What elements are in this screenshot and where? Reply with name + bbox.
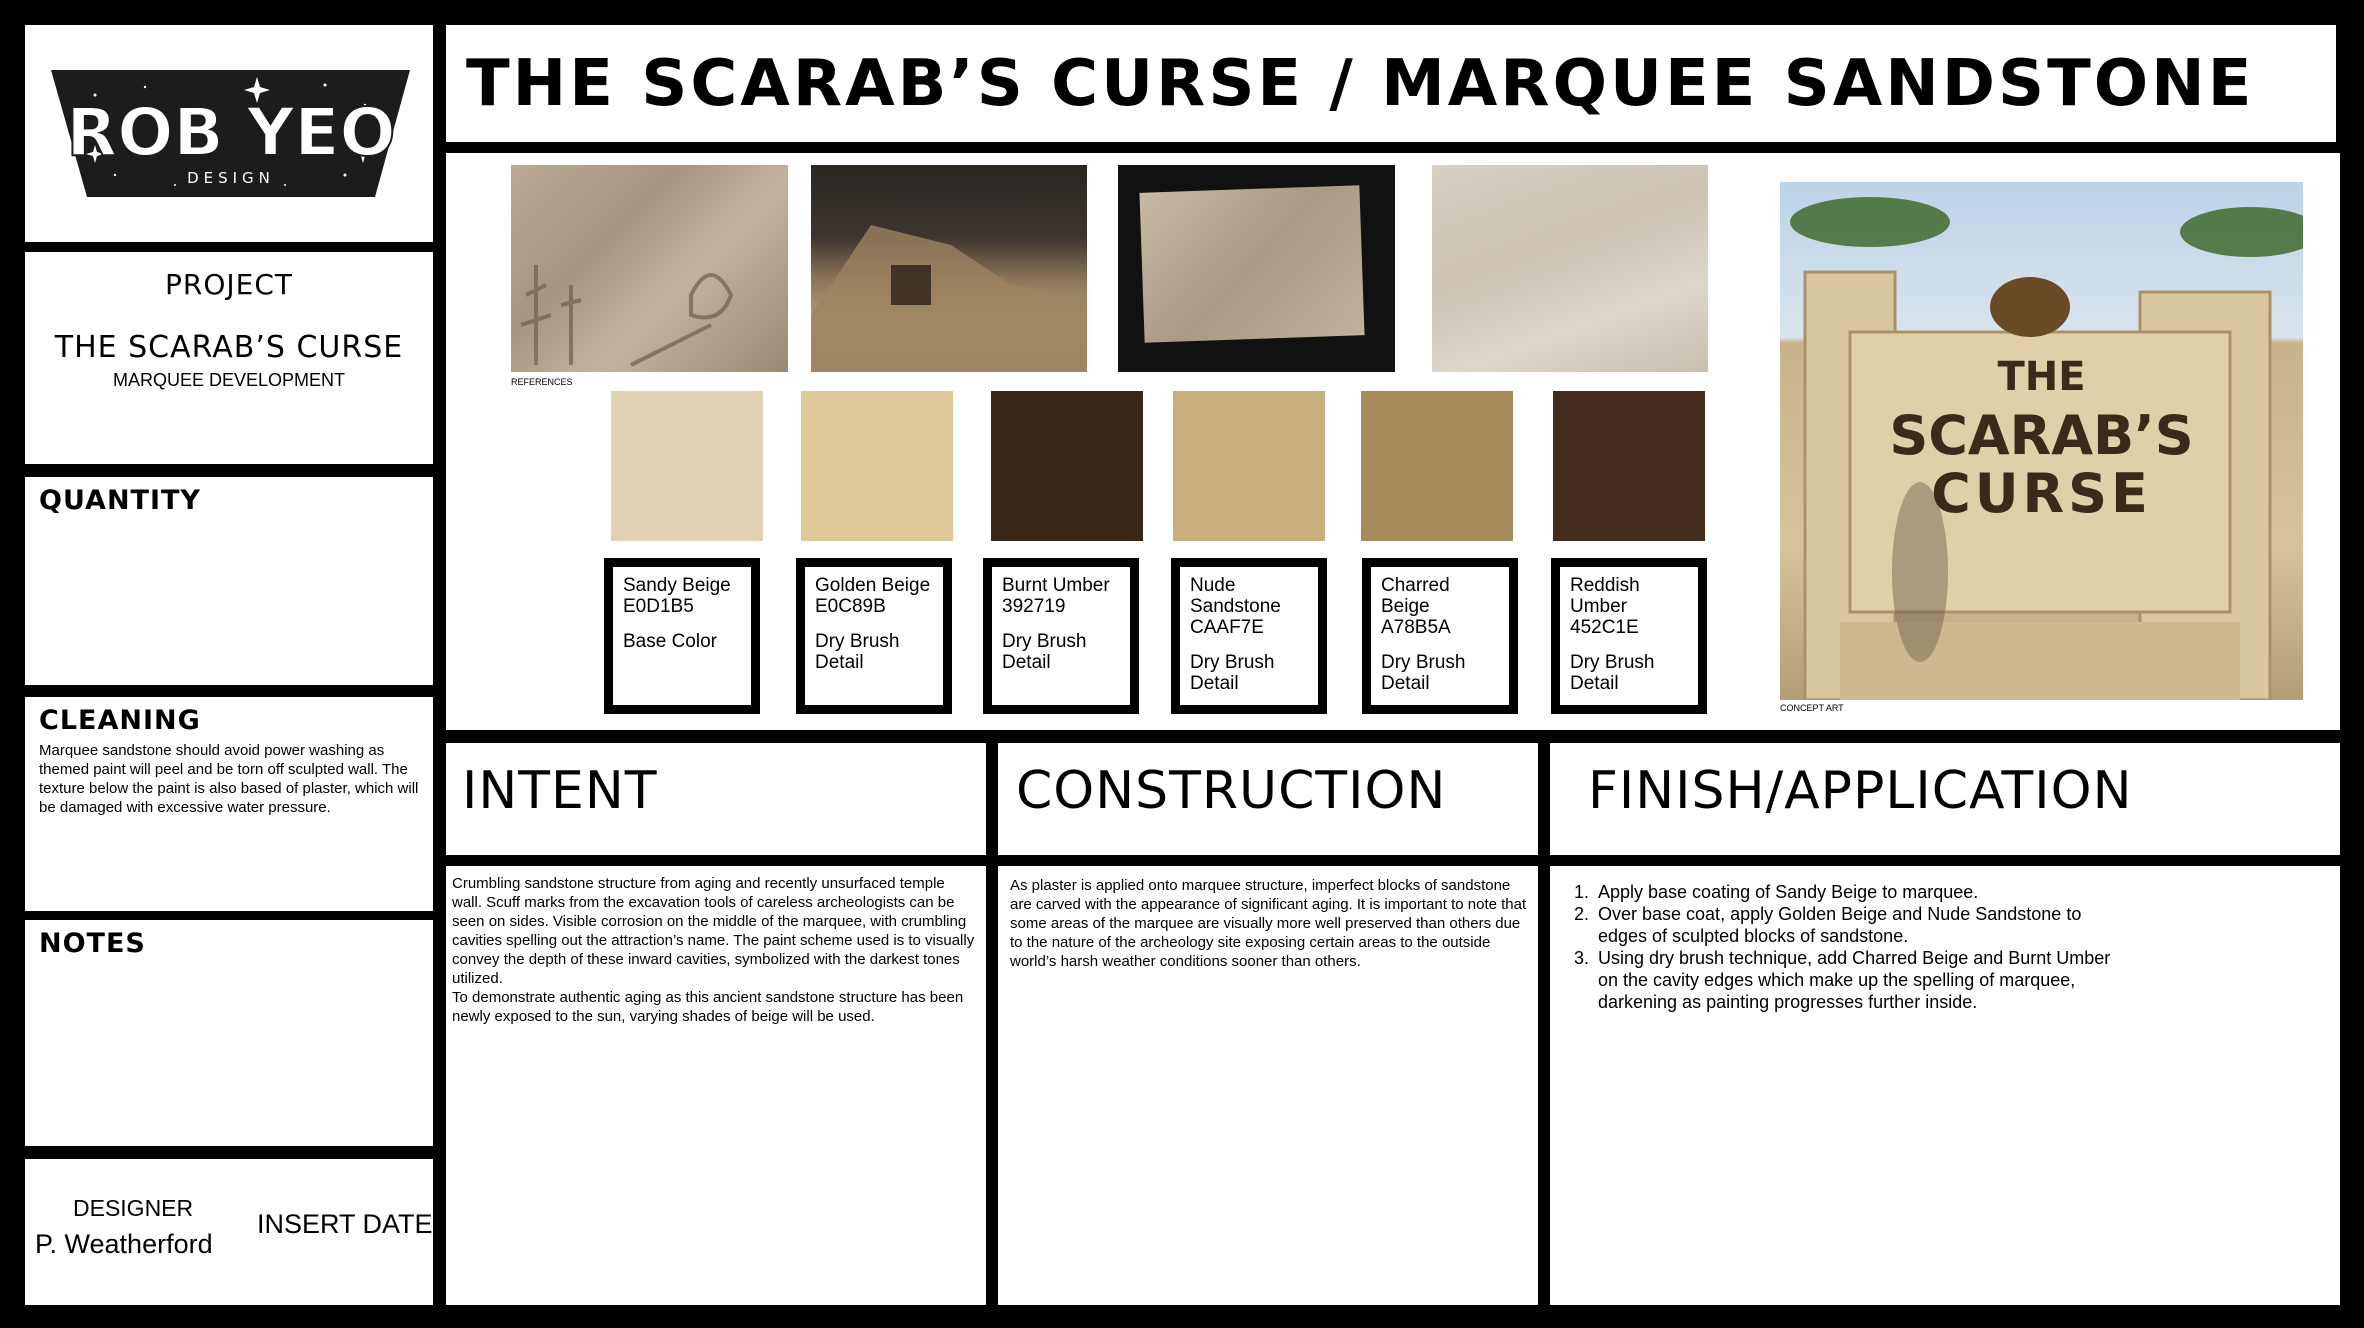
- cleaning-text: Marquee sandstone should avoid power washing as themed paint will peel and be torn off sculpted wall. The texture below the paint is also based of plaster, which will be damaged with excessive water pressure.: [39, 742, 419, 816]
- swatch-reddish-umber: [1553, 391, 1705, 541]
- intent-paragraph-1: Crumbling sandstone structure from aging and recently unsurfaced temple wall. Scuff marks from the excavation tools of careless archeologists can be seen on sides. Visible corrosion on the middle of the marquee, with crumbling cavities spelling out the attraction’s name. The paint scheme used is to visually convey the depth of these inward cavities, symbolized with the darkest tones utilized.: [452, 875, 975, 987]
- intent-body: [446, 866, 986, 1305]
- swatch-use-detail: Detail: [815, 652, 864, 673]
- swatch-code: E0C89B: [815, 596, 886, 617]
- finish-step: 2. Over base coat, apply Golden Beige and Nude Sandstone to edges of sculpted blocks of sandstone.: [1594, 903, 2134, 947]
- swatch-use: Dry Brush: [1570, 652, 1655, 673]
- swatch-use-detail: Detail: [1381, 673, 1430, 694]
- reference-image-excavation: [811, 165, 1087, 372]
- finish-step: 1. Apply base coating of Sandy Beige to marquee.: [1594, 881, 2134, 903]
- swatch-burnt-umber: [991, 391, 1143, 541]
- construction-body: [998, 866, 1538, 1305]
- finish-heading: FINISH/APPLICATION: [1588, 761, 2133, 821]
- designer-name: P. Weatherford: [35, 1229, 213, 1259]
- swatch-name: Reddish Umber: [1570, 575, 1640, 617]
- logo-main-text: ROB YEO: [66, 94, 396, 171]
- references-label: REFERENCES: [511, 377, 573, 387]
- project-panel: [25, 252, 433, 464]
- swatch-name: Nude Sandstone: [1190, 575, 1281, 617]
- quantity-panel: [25, 477, 433, 685]
- swatch-use: Dry Brush: [1381, 652, 1466, 673]
- logo-sub-text: DESIGN: [187, 169, 275, 187]
- footer-panel: [25, 1159, 433, 1305]
- logo-panel: [25, 25, 433, 242]
- concept-sign-line1: THE: [1997, 354, 2086, 400]
- concept-sign-line2: SCARAB’S: [1889, 404, 2194, 467]
- page-title: THE SCARAB’S CURSE / MARQUEE SANDSTONE: [466, 47, 2255, 121]
- construction-text: As plaster is applied onto marquee structure, imperfect blocks of sandstone are carved with the appearance of significant aging. It is important to note that some areas of the marquee are visually more well preserved than others due to the nature of the archeology site exposing certain areas to the outside world’s harsh weather conditions sooner than others.: [1010, 877, 1527, 970]
- intent-paragraph-2: To demonstrate authentic aging as this ancient sandstone structure has been newly exposed to the sun, varying shades of beige will be used.: [452, 989, 964, 1025]
- concept-art-label: CONCEPT ART: [1780, 703, 1844, 713]
- swatch-code: 452C1E: [1570, 617, 1639, 638]
- swatch-use: Dry Brush: [1190, 652, 1275, 673]
- notes-panel: [25, 920, 433, 1146]
- notes-heading: NOTES: [39, 928, 146, 959]
- rob-yeo-logo: [25, 25, 433, 242]
- project-name: THE SCARAB’S CURSE: [54, 330, 404, 365]
- swatch-name: Golden Beige: [815, 575, 931, 596]
- quantity-heading: QUANTITY: [39, 485, 201, 516]
- intent-heading-box: [446, 743, 986, 855]
- finish-heading-box: [1550, 743, 2340, 855]
- relief-stone: [1139, 185, 1364, 343]
- finish-body: [1550, 866, 2340, 1305]
- swatch-charred-beige: [1361, 391, 1513, 541]
- date-field: INSERT DATE: [257, 1209, 433, 1239]
- reference-image-carving: [511, 165, 788, 372]
- swatch-card-sandy-beige: [604, 558, 760, 714]
- construction-heading: CONSTRUCTION: [1016, 761, 1447, 821]
- swatch-golden-beige: [801, 391, 953, 541]
- cleaning-heading: CLEANING: [39, 705, 201, 736]
- swatch-use: Dry Brush: [815, 631, 900, 652]
- reference-image-relief: [1118, 165, 1395, 372]
- swatch-sandy-beige: [611, 391, 763, 541]
- construction-heading-box: [998, 743, 1538, 855]
- swatch-code: CAAF7E: [1190, 617, 1264, 638]
- concept-sign-line3: CURSE: [1931, 462, 2152, 525]
- swatch-use-detail: Detail: [1570, 673, 1619, 694]
- swatch-use: Base Color: [623, 631, 717, 652]
- swatch-card-burnt-umber: [983, 558, 1139, 714]
- finish-step: 3. Using dry brush technique, add Charred Beige and Burnt Umber on the cavity edges which make up the spelling of marquee, darkening as painting progresses further inside.: [1594, 947, 2134, 1013]
- swatch-name: Charred Beige: [1381, 575, 1450, 617]
- finish-steps-list: [1564, 881, 2134, 1013]
- swatch-code: A78B5A: [1381, 617, 1451, 638]
- swatch-card-golden-beige: [796, 558, 952, 714]
- swatch-use-detail: Detail: [1002, 652, 1051, 673]
- title-bar: [446, 25, 2336, 142]
- cleaning-panel: [25, 697, 433, 911]
- swatch-name: Burnt Umber: [1002, 575, 1110, 596]
- swatch-use-detail: Detail: [1190, 673, 1239, 694]
- swatch-card-charred-beige: [1362, 558, 1518, 714]
- concept-art-image: [1780, 182, 2303, 700]
- excavation-site-icon: [811, 165, 1087, 372]
- swatch-code: 392719: [1002, 596, 1066, 617]
- project-heading: PROJECT: [165, 268, 293, 301]
- reference-image-wall: [1432, 165, 1708, 372]
- intent-heading: INTENT: [462, 761, 658, 821]
- hieroglyph-icon: [511, 165, 788, 372]
- swatch-card-reddish-umber: [1551, 558, 1707, 714]
- swatch-name: Sandy Beige: [623, 575, 731, 596]
- swatch-nude-sandstone: [1173, 391, 1325, 541]
- swatch-code: E0D1B5: [623, 596, 694, 617]
- swatch-card-nude-sandstone: [1171, 558, 1327, 714]
- designer-label: DESIGNER: [73, 1195, 194, 1221]
- swatch-use: Dry Brush: [1002, 631, 1087, 652]
- project-subtitle: MARQUEE DEVELOPMENT: [112, 370, 346, 390]
